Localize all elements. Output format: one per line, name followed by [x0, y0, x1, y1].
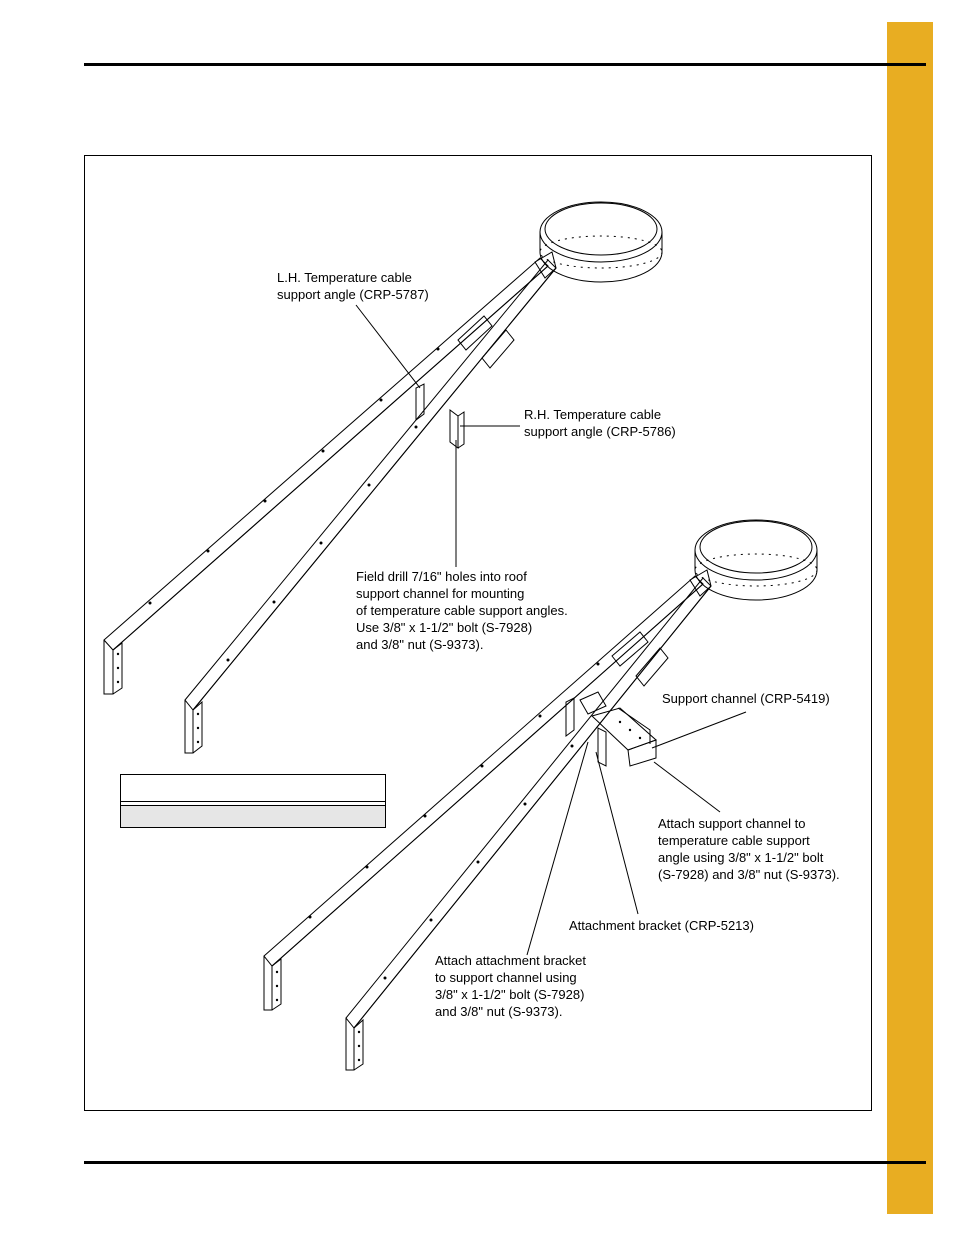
attach-bracket-note: Attach attachment bracket to support channel using 3/8" x 1-1/2" bolt (S-7928) and 3/8" nut (S-9373). [435, 953, 587, 1019]
field-drill-note: Field drill 7/16" holes into roof support channel for mounting of temperature cable support angles. Use 3/8" x 1-1/2" bolt (S-7928) and 3/8" nut (S-9373). [356, 569, 568, 652]
attach-channel-note: Attach support channel to temperature cable support angle using 3/8" x 1-1/2" bolt (S-7928) and 3/8" nut (S-9373). [658, 816, 840, 882]
blank-table [120, 774, 386, 828]
attachment-bracket-label: Attachment bracket (CRP-5213) [569, 918, 754, 933]
rh-angle-label: R.H. Temperature cable support angle (CRP-5786) [524, 407, 676, 439]
support-channel-label: Support channel (CRP-5419) [662, 691, 830, 706]
table-header-row [121, 775, 385, 802]
lh-angle-label: L.H. Temperature cable support angle (CRP-5787) [277, 270, 429, 302]
table-body-row [121, 805, 385, 827]
